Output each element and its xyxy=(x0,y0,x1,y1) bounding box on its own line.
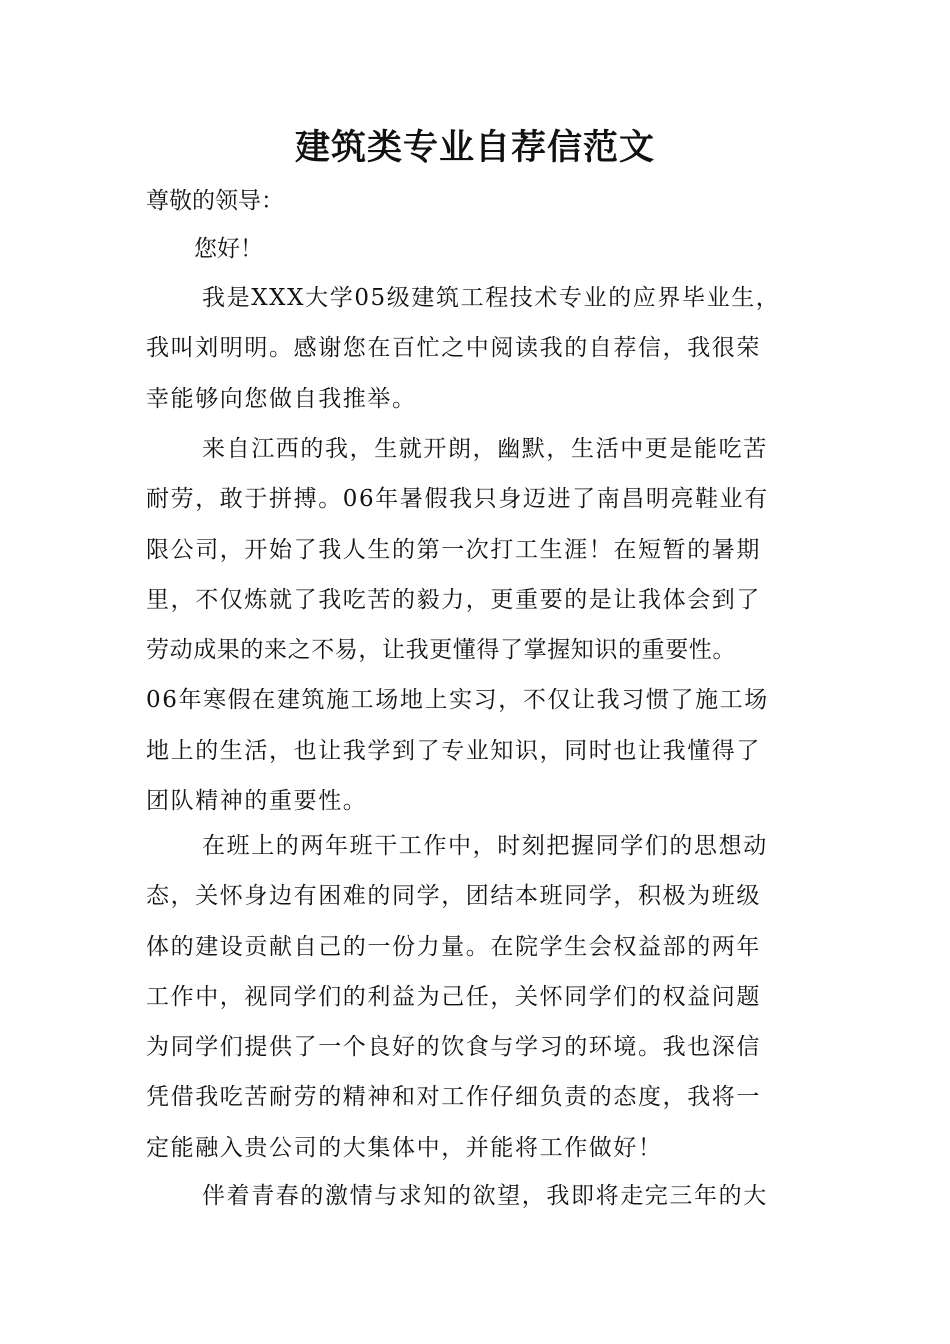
paragraph-closing xyxy=(146,1171,830,1221)
text-line: 来自江西的我，生就开朗，幽默，生活中更是能吃苦 xyxy=(202,436,768,462)
text-line: 限公司，开始了我人生的第一次打工生涯！在短暂的暑期 xyxy=(146,536,761,563)
text-line: 劳动成果的来之不易，让我更懂得了掌握知识的重要性。 xyxy=(146,637,736,664)
text-line: 里，不仅炼就了我吃苦的毅力，更重要的是让我体会到了 xyxy=(146,586,761,613)
text-line: 我叫刘明明。感谢您在百忙之中阅读我的自荐信，我很荣 xyxy=(146,335,761,362)
text-line: 在班上的两年班干工作中，时刻把握同学们的思想动 xyxy=(202,833,768,859)
text-line: 06年寒假在建筑施工场地上实习，不仅让我习惯了施工场 xyxy=(146,687,769,714)
paragraph-self-intro xyxy=(146,273,830,424)
greeting: 您好！ xyxy=(194,236,263,262)
text-line: 为同学们提供了一个良好的饮食与学习的环境。我也深信 xyxy=(146,1034,761,1061)
text-line: 团队精神的重要性。 xyxy=(146,788,368,815)
text-line: 伴着青春的激情与求知的欲望，我即将走完三年的大 xyxy=(202,1183,768,1209)
text-line: 地上的生活，也让我学到了专业知识，同时也让我懂得了 xyxy=(146,737,761,764)
text-line: 工作中，视同学们的利益为己任，关怀同学们的权益问题 xyxy=(146,983,761,1010)
text-line: 体的建设贡献自己的一份力量。在院学生会权益部的两年 xyxy=(146,933,761,960)
paragraph-experience xyxy=(146,424,830,826)
text-line: 态，关怀身边有困难的同学，团结本班同学，积极为班级 xyxy=(146,883,761,910)
text-line: 我是XXX大学05级建筑工程技术专业的应界毕业生， xyxy=(202,285,781,311)
text-line: 耐劳，敢于拼搏。06年暑假我只身迈进了南昌明亮鞋业有 xyxy=(146,486,769,513)
salutation: 尊敬的领导： xyxy=(146,188,284,214)
paragraph-leadership xyxy=(146,821,830,1173)
text-line: 定能融入贵公司的大集体中，并能将工作做好！ xyxy=(146,1134,663,1161)
document-title: 建筑类专业自荐信范文 xyxy=(294,128,655,168)
text-line: 幸能够向您做自我推举。 xyxy=(146,385,417,412)
text-line: 凭借我吃苦耐劳的精神和对工作仔细负责的态度，我将一 xyxy=(146,1084,761,1111)
